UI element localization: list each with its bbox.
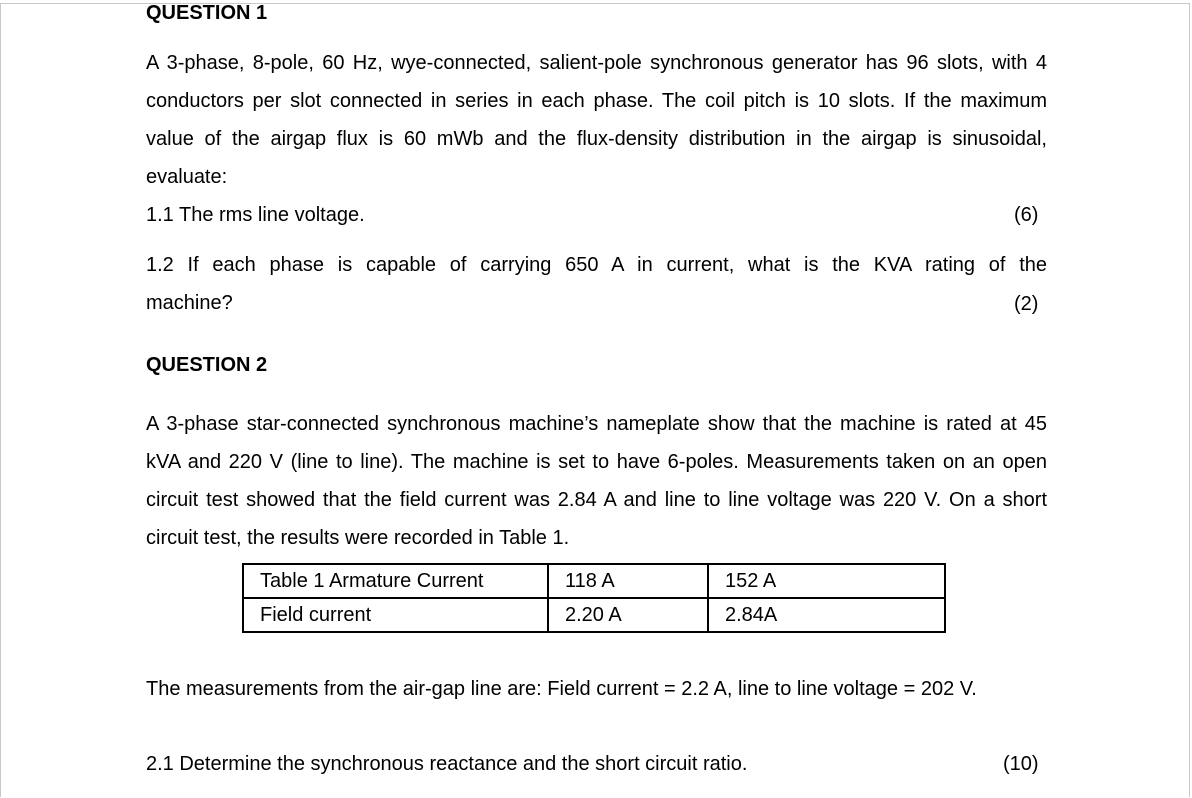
table-cell: 118 A bbox=[548, 564, 708, 598]
question-1-part-2-line-2: machine? bbox=[146, 292, 233, 314]
table-cell: Field current bbox=[243, 598, 548, 632]
question-2-part-1-text: 2.1 Determine the synchronous reactance and the short circuit ratio. bbox=[146, 753, 748, 775]
question-1-part-2-marks: (2) bbox=[1014, 293, 1039, 315]
results-table bbox=[242, 563, 946, 633]
table-row bbox=[243, 564, 945, 598]
table-cell: 2.84A bbox=[708, 598, 945, 632]
question-1-part-1-text: 1.1 The rms line voltage. bbox=[146, 204, 365, 226]
question-1-part-1 bbox=[146, 204, 1047, 226]
question-2-part-1 bbox=[146, 753, 1047, 775]
table-cell: 2.20 A bbox=[548, 598, 708, 632]
table-cell: 152 A bbox=[708, 564, 945, 598]
question-1-part-1-marks: (6) bbox=[1014, 204, 1039, 226]
question-2-part-1-marks: (10) bbox=[1003, 753, 1039, 775]
table-row bbox=[243, 598, 945, 632]
table-cell: Table 1 Armature Current bbox=[243, 564, 548, 598]
question-1-intro: A 3-phase, 8-pole, 60 Hz, wye-connected, salient-pole synchronous generator has 96 slots, with 4 conductors per slot connected in series in each phase. The coil pitch is 10 slots. If the maximum value of the airgap flux is 60 mWb and the flux-density distribution in the airgap is sinusoidal, evaluate: bbox=[146, 52, 1047, 188]
air-gap-line-text: The measurements from the air-gap line are: Field current = 2.2 A, line to line voltage = 202 V. bbox=[146, 678, 977, 700]
question-1-heading: QUESTION 1 bbox=[146, 2, 268, 24]
question-2-heading: QUESTION 2 bbox=[146, 354, 268, 376]
question-2-intro: A 3-phase star-connected synchronous machine’s nameplate show that the machine is rated at 45 kVA and 220 V (line to line). The machine is set to have 6-poles. Measurements taken on an open circuit test showed that the field current was 2.84 A and line to line voltage was 220 V. On a short circuit test, the results were recorded in Table 1. bbox=[146, 413, 1047, 549]
question-1-part-2-line-1: 1.2 If each phase is capable of carrying 650 A in current, what is the KVA rating of the bbox=[146, 254, 1047, 276]
